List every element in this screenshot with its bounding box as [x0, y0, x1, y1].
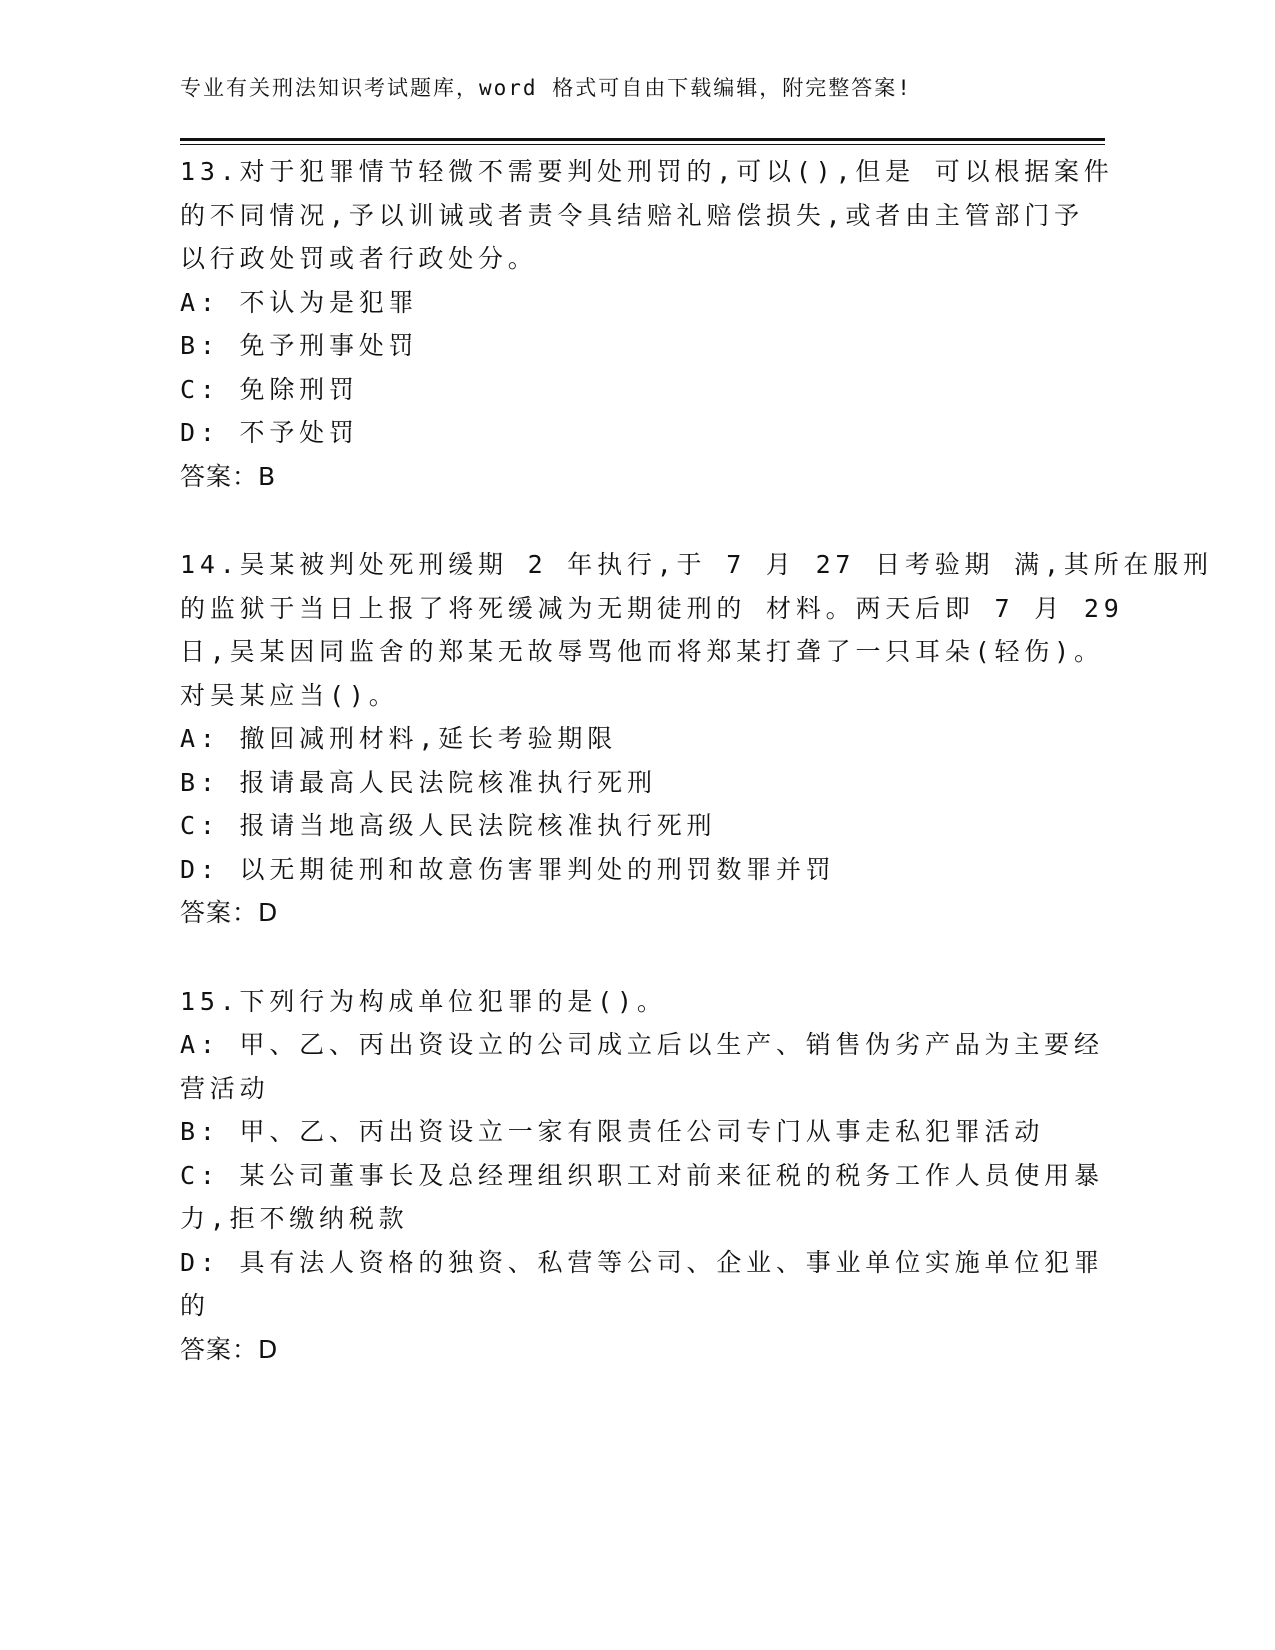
header-rule-thin — [180, 144, 1105, 145]
answer-option — [180, 411, 1040, 455]
answer-key: 答案：B — [180, 461, 277, 491]
option-text-line: 力,拒不缴纳税款 — [180, 1204, 409, 1233]
answer-option — [180, 281, 1040, 325]
question-block — [180, 980, 1104, 1372]
question-stem-line: 的不同情况,予以训诫或者责令具结赔礼赔偿损失,或者由主管部门予 — [180, 200, 1084, 230]
question-stem-line: 13.对于犯罪情节轻微不需要判处刑罚的,可以(),但是 可以根据案件 — [180, 157, 1114, 186]
answer-option — [180, 1154, 1104, 1241]
question-block — [180, 150, 1114, 498]
option-text-line: A: 甲、乙、丙出资设立的公司成立后以生产、销售伪劣产品为主要经 — [180, 1030, 1104, 1059]
option-text-line: B: 免予刑事处罚 — [180, 331, 419, 360]
option-text-line: C: 某公司董事长及总经理组织职工对前来征税的税务工作人员使用暴 — [180, 1160, 1104, 1190]
page-header: 专业有关刑法知识考试题库，word 格式可自由下载编辑，附完整答案! — [180, 76, 912, 100]
question-stem-line: 日,吴某因同监舍的郑某无故辱骂他而将郑某打聋了一只耳朵(轻伤)。 — [180, 637, 1104, 666]
answer-key: 答案：D — [180, 898, 279, 927]
option-text-line: 营活动 — [180, 1073, 270, 1103]
answer-option — [180, 848, 1040, 892]
question-list — [180, 150, 1213, 1416]
option-text-line: A: 不认为是犯罪 — [180, 287, 419, 317]
answer-option — [180, 761, 1040, 805]
option-text-line: D: 以无期徒刑和故意伤害罪判处的刑罚数罪并罚 — [180, 854, 836, 884]
answer-option — [180, 368, 1040, 412]
answer-option — [180, 324, 1040, 368]
header-rule-thick — [180, 138, 1105, 141]
option-text-line: C: 免除刑罚 — [180, 374, 359, 404]
option-text-line: A: 撤回减刑材料,延长考验期限 — [180, 724, 618, 753]
answer-option — [180, 1241, 1104, 1328]
question-stem-line: 15.下列行为构成单位犯罪的是()。 — [180, 986, 667, 1016]
question-stem-line: 14.吴某被判处死刑缓期 2 年执行,于 7 月 27 日考验期 满,其所在服刑 — [180, 550, 1213, 579]
answer-key: 答案：D — [180, 1334, 279, 1364]
question-stem-line: 以行政处罚或者行政处分。 — [180, 244, 538, 273]
option-text-line: D: 不予处罚 — [180, 418, 359, 447]
question-block — [180, 543, 1213, 935]
question-stem-line: 的监狱于当日上报了将死缓减为无期徒刑的 材料。两天后即 7 月 29 — [180, 593, 1124, 623]
option-text-line: B: 甲、乙、丙出资设立一家有限责任公司专门从事走私犯罪活动 — [180, 1117, 1045, 1146]
option-text-line: C: 报请当地高级人民法院核准执行死刑 — [180, 811, 717, 840]
question-stem-line: 对吴某应当()。 — [180, 680, 399, 710]
answer-option — [180, 1110, 1045, 1154]
answer-option — [180, 804, 1040, 848]
answer-option — [180, 1023, 1104, 1110]
answer-option — [180, 717, 1040, 761]
option-text-line: D: 具有法人资格的独资、私营等公司、企业、事业单位实施单位犯罪 — [180, 1247, 1104, 1277]
option-text-line: B: 报请最高人民法院核准执行死刑 — [180, 767, 657, 797]
option-text-line: 的 — [180, 1291, 210, 1320]
